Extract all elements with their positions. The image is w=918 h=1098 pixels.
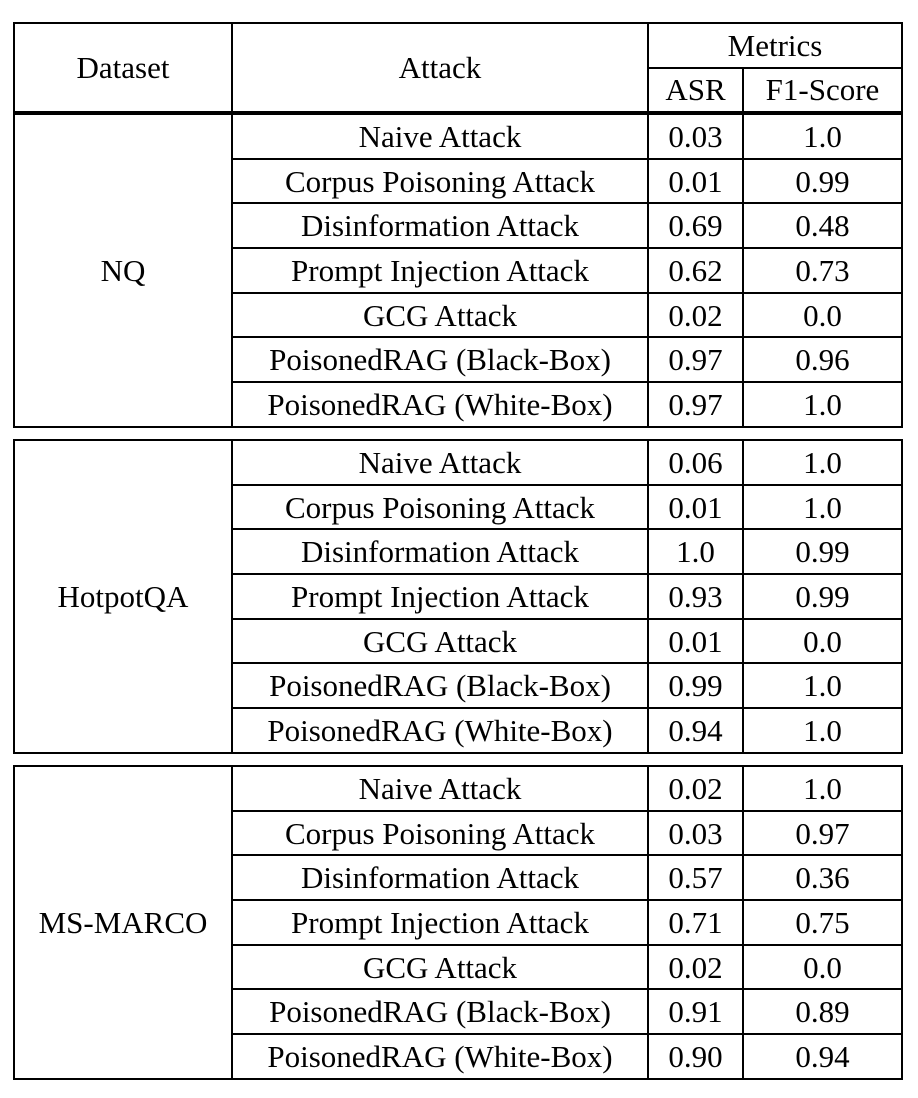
asr-cell: 0.02 xyxy=(648,766,743,811)
asr-cell: 0.06 xyxy=(648,440,743,485)
attack-name-cell: Prompt Injection Attack xyxy=(232,574,648,619)
asr-cell: 0.69 xyxy=(648,203,743,248)
attack-name-cell: PoisonedRAG (White-Box) xyxy=(232,1034,648,1079)
dataset-name-cell: MS-MARCO xyxy=(14,766,232,1079)
attack-name-cell: Naive Attack xyxy=(232,114,648,159)
dataset-column-header: Dataset xyxy=(14,23,232,112)
f1-score-column-header: F1-Score xyxy=(743,68,902,113)
asr-cell: 0.93 xyxy=(648,574,743,619)
f1-score-cell: 1.0 xyxy=(743,382,902,427)
f1-score-cell: 1.0 xyxy=(743,663,902,708)
f1-score-cell: 0.36 xyxy=(743,855,902,900)
attack-column-header: Attack xyxy=(232,23,648,112)
f1-score-cell: 0.75 xyxy=(743,900,902,945)
asr-cell: 0.02 xyxy=(648,293,743,338)
asr-cell: 0.01 xyxy=(648,485,743,530)
f1-score-cell: 1.0 xyxy=(743,440,902,485)
asr-cell: 0.02 xyxy=(648,945,743,990)
f1-score-cell: 0.48 xyxy=(743,203,902,248)
f1-score-cell: 0.96 xyxy=(743,337,902,382)
attack-name-cell: Disinformation Attack xyxy=(232,855,648,900)
attack-name-cell: Corpus Poisoning Attack xyxy=(232,159,648,204)
f1-score-cell: 0.0 xyxy=(743,619,902,664)
f1-score-cell: 0.0 xyxy=(743,945,902,990)
f1-score-cell: 0.99 xyxy=(743,159,902,204)
asr-cell: 0.01 xyxy=(648,159,743,204)
asr-cell: 0.94 xyxy=(648,708,743,753)
f1-score-cell: 1.0 xyxy=(743,708,902,753)
asr-cell: 0.62 xyxy=(648,248,743,293)
asr-cell: 0.01 xyxy=(648,619,743,664)
attack-name-cell: PoisonedRAG (White-Box) xyxy=(232,708,648,753)
attack-name-cell: GCG Attack xyxy=(232,945,648,990)
f1-score-cell: 0.89 xyxy=(743,989,902,1034)
metrics-column-header: Metrics xyxy=(648,23,902,68)
table-row xyxy=(14,440,902,485)
asr-cell: 0.03 xyxy=(648,811,743,856)
attack-name-cell: Disinformation Attack xyxy=(232,529,648,574)
dataset-name-cell: HotpotQA xyxy=(14,440,232,753)
results-table-header xyxy=(13,22,903,113)
asr-cell: 0.91 xyxy=(648,989,743,1034)
f1-score-cell: 0.99 xyxy=(743,574,902,619)
f1-score-cell: 1.0 xyxy=(743,766,902,811)
attack-name-cell: PoisonedRAG (Black-Box) xyxy=(232,663,648,708)
asr-cell: 0.97 xyxy=(648,337,743,382)
attack-name-cell: Prompt Injection Attack xyxy=(232,900,648,945)
asr-cell: 0.71 xyxy=(648,900,743,945)
dataset-group-nq xyxy=(13,113,903,428)
asr-cell: 0.03 xyxy=(648,114,743,159)
attack-name-cell: Corpus Poisoning Attack xyxy=(232,811,648,856)
table-row xyxy=(14,766,902,811)
attack-name-cell: PoisonedRAG (Black-Box) xyxy=(232,337,648,382)
table-row xyxy=(14,114,902,159)
attack-name-cell: GCG Attack xyxy=(232,619,648,664)
f1-score-cell: 1.0 xyxy=(743,485,902,530)
asr-cell: 0.97 xyxy=(648,382,743,427)
attack-name-cell: Naive Attack xyxy=(232,440,648,485)
dataset-group-ms-marco xyxy=(13,765,903,1080)
asr-cell: 0.90 xyxy=(648,1034,743,1079)
asr-cell: 0.99 xyxy=(648,663,743,708)
attack-name-cell: PoisonedRAG (White-Box) xyxy=(232,382,648,427)
f1-score-cell: 0.99 xyxy=(743,529,902,574)
f1-score-cell: 0.97 xyxy=(743,811,902,856)
attack-name-cell: PoisonedRAG (Black-Box) xyxy=(232,989,648,1034)
asr-column-header: ASR xyxy=(648,68,743,113)
dataset-group-hotpotqa xyxy=(13,439,903,754)
attack-name-cell: Disinformation Attack xyxy=(232,203,648,248)
attack-name-cell: Prompt Injection Attack xyxy=(232,248,648,293)
attack-name-cell: GCG Attack xyxy=(232,293,648,338)
asr-cell: 1.0 xyxy=(648,529,743,574)
f1-score-cell: 0.73 xyxy=(743,248,902,293)
f1-score-cell: 0.0 xyxy=(743,293,902,338)
f1-score-cell: 1.0 xyxy=(743,114,902,159)
f1-score-cell: 0.94 xyxy=(743,1034,902,1079)
dataset-name-cell: NQ xyxy=(14,114,232,427)
asr-cell: 0.57 xyxy=(648,855,743,900)
attack-name-cell: Naive Attack xyxy=(232,766,648,811)
attack-name-cell: Corpus Poisoning Attack xyxy=(232,485,648,530)
